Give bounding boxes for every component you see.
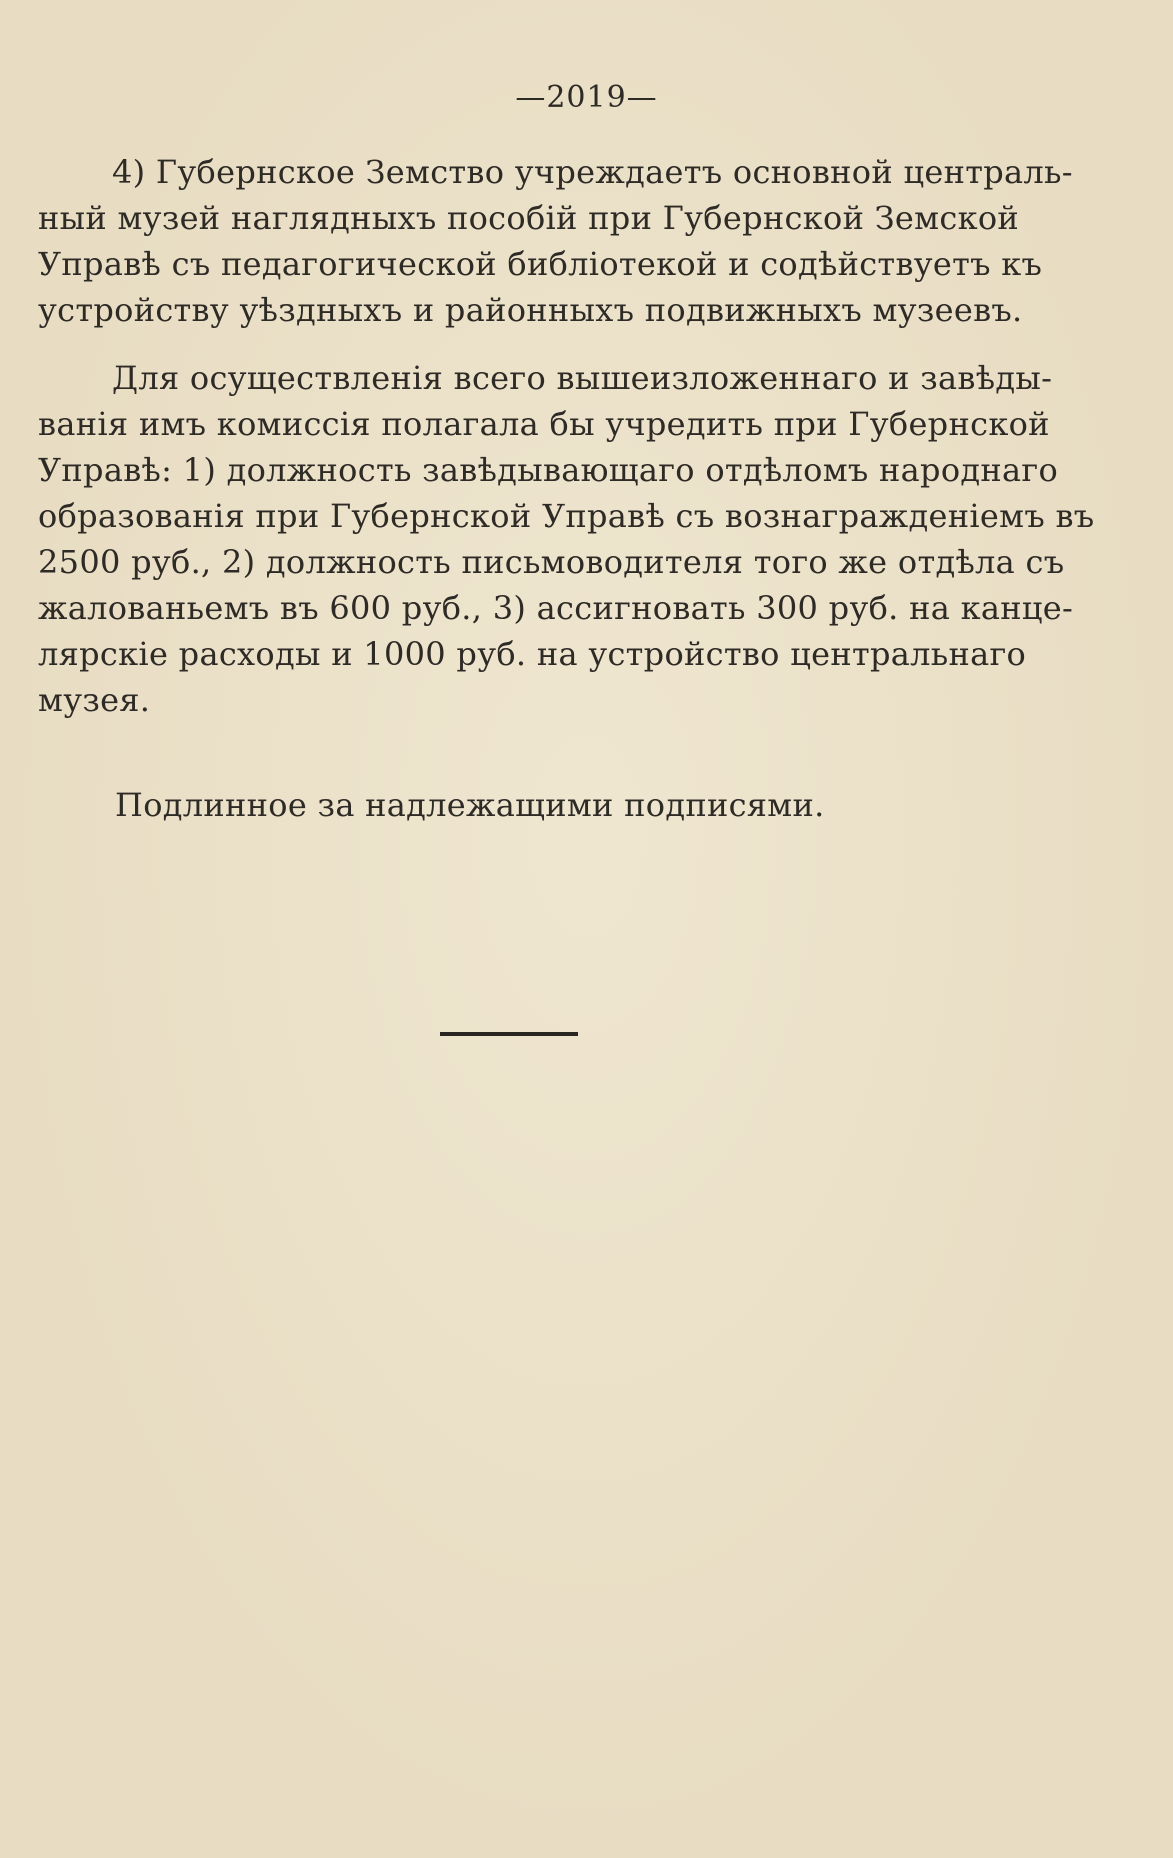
paragraph-1-line: 4) Губернское Земство учреждаетъ основной централь-	[112, 153, 1073, 191]
paragraph-2-line: образованія при Губернской Управѣ съ вознагражденіемъ въ	[38, 497, 1095, 535]
paragraph-2-line: музея.	[38, 681, 151, 719]
paragraph-2-line: лярскіе расходы и 1000 руб. на устройство центральнаго	[38, 635, 1027, 673]
paragraph-1-line: устройству уѣздныхъ и районныхъ подвижныхъ музеевъ.	[38, 291, 1023, 329]
paragraph-1-line: Управѣ съ педагогической библіотекой и содѣйствуетъ къ	[38, 245, 1043, 283]
closing-rule	[440, 1032, 578, 1036]
paragraph-1-line: ный музей наглядныхъ пособій при Губернской Земской	[38, 199, 1020, 237]
paragraph-2-line: жалованьемъ въ 600 руб., 3) ассигновать 300 руб. на канце-	[38, 589, 1074, 627]
paragraph-2-line: 2500 руб., 2) должность письмоводителя того же отдѣла съ	[38, 543, 1065, 581]
reverse-side-bleed-through	[250, 300, 1030, 1600]
signature-note: Подлинное за надлежащими подписями.	[115, 786, 825, 824]
paragraph-2-line: Для осуществленія всего вышеизложеннаго и завѣды-	[112, 359, 1053, 397]
paragraph-2-line: ванія имъ комиссія полагала бы учредить при Губернской	[38, 405, 1050, 443]
paragraph-2-line: Управѣ: 1) должность завѣдывающаго отдѣломъ народнаго	[38, 451, 1059, 489]
page-number: —2019—	[515, 80, 658, 115]
